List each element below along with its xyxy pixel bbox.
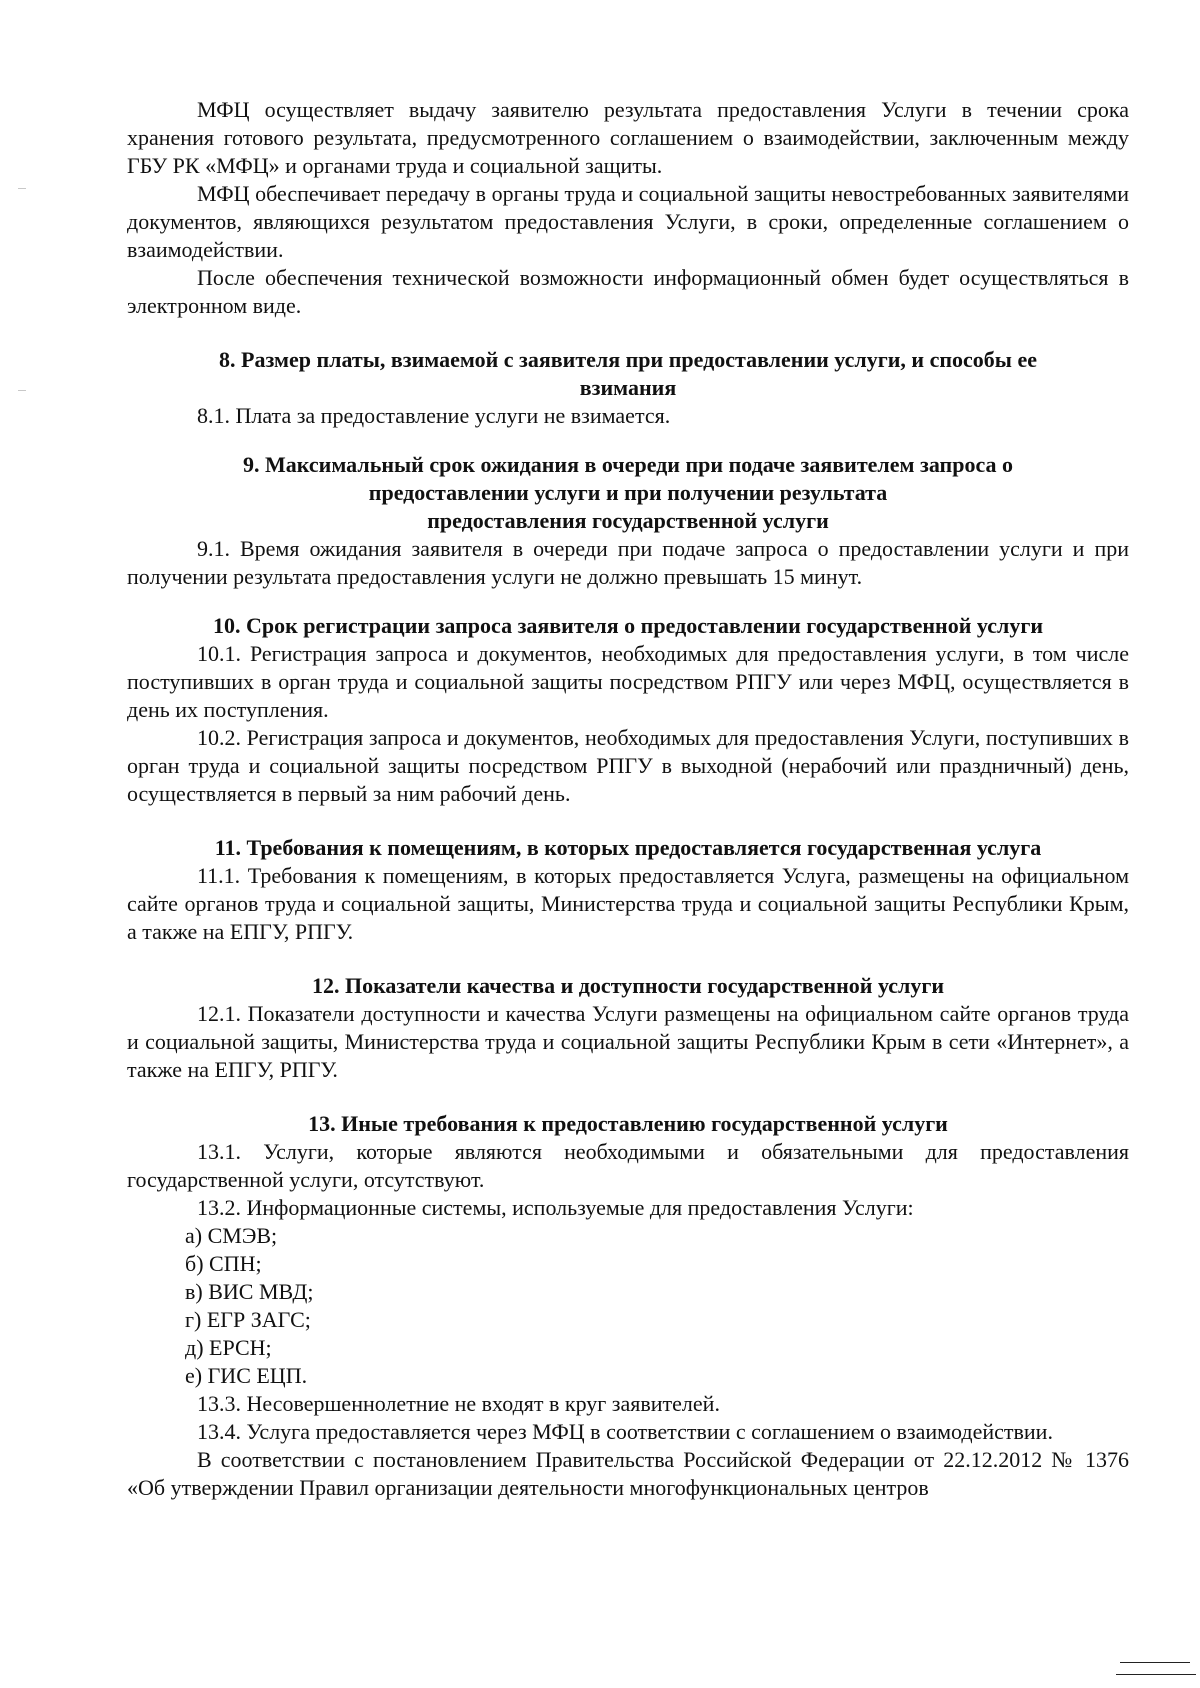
- document-page: [127, 96, 1129, 1502]
- list-item: а) СМЭВ;: [185, 1223, 278, 1248]
- paragraph: МФЦ осуществляет выдачу заявителю результата предоставления Услуги в течении срока хранения готового результата, предусмотренного соглашением о взаимодействии, заключенным между ГБУ РК «МФЦ» и органами труда и социальной защиты.: [127, 97, 1129, 178]
- paragraph: 13.3. Несовершеннолетние не входят в круг заявителей.: [197, 1391, 720, 1416]
- section-9-heading-line2: предоставлении услуги и при получении результата: [368, 480, 888, 505]
- footer-rule: [1120, 1662, 1190, 1663]
- section-9-heading-line3: предоставления государственной услуги: [427, 508, 829, 533]
- paragraph: МФЦ обеспечивает передачу в органы труда и социальной защиты невостребованных заявителями документов, являющихся результатом предоставления Услуги, в сроки, определенные соглашением о взаимодействии.: [127, 181, 1129, 262]
- paragraph: 13.1. Услуги, которые являются необходимыми и обязательными для предоставления государственной услуги, отсутствуют.: [127, 1139, 1129, 1192]
- list-item: е) ГИС ЕЦП.: [185, 1363, 308, 1388]
- paragraph: 8.1. Плата за предоставление услуги не взимается.: [197, 403, 671, 428]
- section-9-heading: 9. Максимальный срок ожидания в очереди при подаче заявителем запроса о: [242, 452, 1013, 477]
- section-12-heading: 12. Показатели качества и доступности государственной услуги: [311, 973, 945, 998]
- list-item: д) ЕРСН;: [185, 1335, 272, 1360]
- section-10-heading: 10. Срок регистрации запроса заявителя о предоставлении государственной услуги: [213, 613, 1043, 638]
- scan-margin-mark: [18, 188, 26, 189]
- paragraph: В соответствии с постановлением Правительства Российской Федерации от 22.12.2012 № 1376 «Об утверждении Правил организации деятельности многофункциональных центров: [127, 1447, 1129, 1500]
- paragraph: 13.4. Услуга предоставляется через МФЦ в соответствии с соглашением о взаимодействии.: [197, 1419, 1053, 1444]
- paragraph: 12.1. Показатели доступности и качества Услуги размещены на официальном сайте органов труда и социальной защиты, Министерства труда и социальной защиты Республики Крым в сети «Интернет», а также на ЕПГУ, РПГУ.: [127, 1001, 1129, 1082]
- paragraph: 10.1. Регистрация запроса и документов, необходимых для предоставления услуги, в том числе поступивших в орган труда и социальной защиты посредством РПГУ или через МФЦ, осуществляется в день их поступления.: [127, 641, 1129, 722]
- section-8-heading: 8. Размер платы, взимаемой с заявителя при предоставлении услуги, и способы ее взимания: [219, 347, 1037, 400]
- section-11-heading: 11. Требования к помещениям, в которых предоставляется государственная услуга: [214, 835, 1042, 860]
- paragraph: 9.1. Время ожидания заявителя в очереди при подаче запроса о предоставлении услуги и при получении результата предоставления услуги не должно превышать 15 минут.: [127, 536, 1129, 589]
- paragraph: После обеспечения технической возможности информационный обмен будет осуществляться в электронном виде.: [127, 265, 1129, 318]
- paragraph: 13.2. Информационные системы, используемые для предоставления Услуги:: [197, 1195, 914, 1220]
- list-item: б) СПН;: [185, 1251, 262, 1276]
- section-13-heading: 13. Иные требования к предоставлению государственной услуги: [308, 1111, 948, 1136]
- scan-margin-mark: [18, 390, 26, 391]
- list-item: в) ВИС МВД;: [185, 1279, 314, 1304]
- paragraph: 11.1. Требования к помещениям, в которых предоставляется Услуга, размещены на официальном сайте органов труда и социальной защиты, Министерства труда и социальной защиты Республики Крым, а также на ЕПГУ, РПГУ.: [127, 863, 1129, 944]
- list-item: г) ЕГР ЗАГС;: [185, 1307, 311, 1332]
- footer-rule: [1116, 1674, 1196, 1675]
- paragraph: 10.2. Регистрация запроса и документов, необходимых для предоставления Услуги, поступивших в орган труда и социальной защиты посредством РПГУ в выходной (нерабочий или праздничный) день, осуществляется в первый за ним рабочий день.: [127, 725, 1129, 806]
